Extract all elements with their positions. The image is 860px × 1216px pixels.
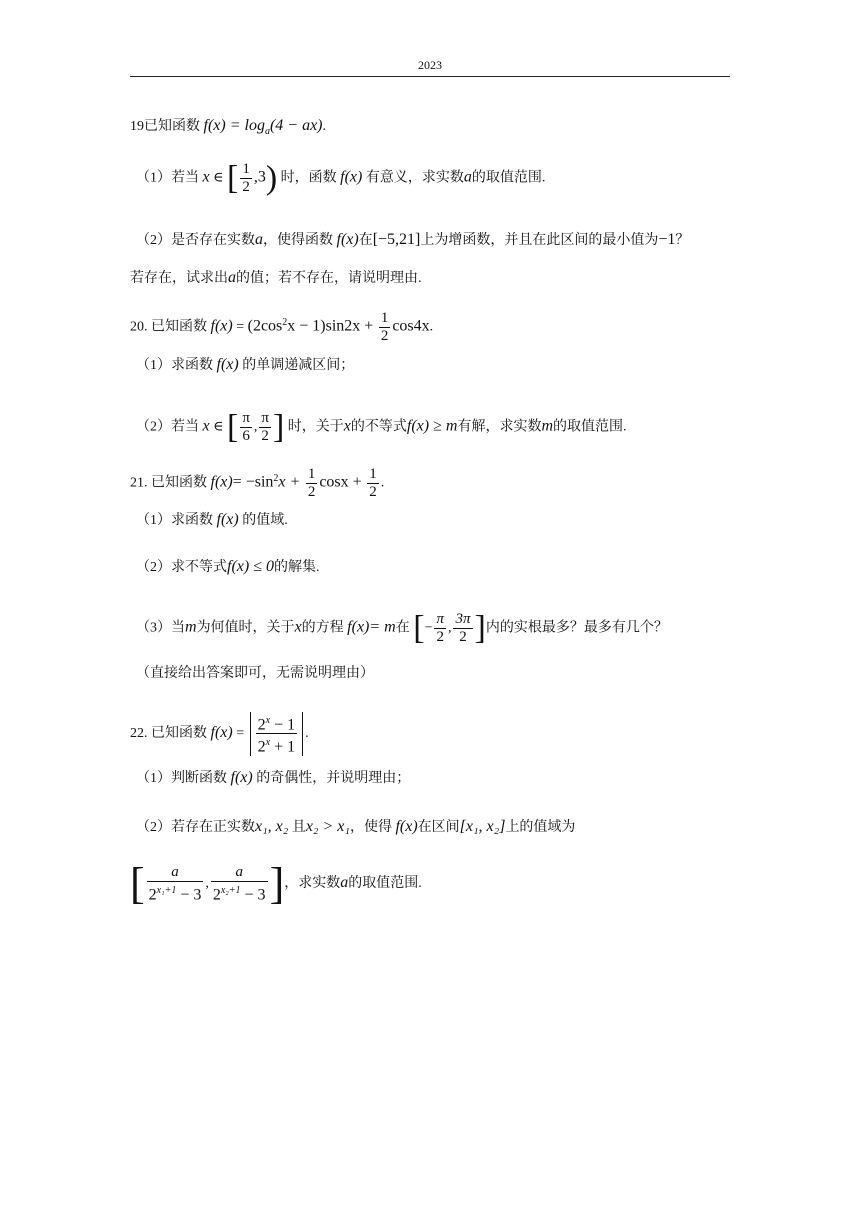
q19-p1-end: 的取值范围. xyxy=(471,170,546,186)
q19-p1-frac: $\frac{1}{2}$ xyxy=(242,161,250,195)
q22-number: 22. xyxy=(130,726,148,742)
q21-stem: 21. 已知函数 $f(x)= -\sin^2x$ + $\frac{1}{2}$ cosx + $\frac{1}{2}$ . xyxy=(130,466,385,500)
q21-number: 21. xyxy=(130,475,148,491)
q21-part1: （1）求函数 f(x) 的值域. xyxy=(136,511,288,528)
q19-part2-line2: 若存在，试求出a的值；若不存在，请说明理由. xyxy=(130,269,422,286)
q21-part2: （2）求不等式f(x) ≤ 0的解集. xyxy=(136,558,320,575)
q19-p1-var: x xyxy=(202,168,210,186)
q20-part1: （1）求函数 f(x) 的单调递减区间； xyxy=(136,356,355,373)
q19-p1-fx: f(x) xyxy=(340,168,363,186)
q22-part2-range: [ $\frac{a}{2^{x_1+1} - 3}$ , $\frac{a}{2^{x_2+1} - 3}$ ]，求实数a的取值范围. xyxy=(130,859,422,908)
q20-number: 20. xyxy=(130,319,148,335)
q19-part1: （1）若当 x ∈ [ $\frac{1}{2}$ ,3) 时，函数 f(x) 有意义，求实数a的取值范围. xyxy=(136,159,546,197)
header-divider xyxy=(130,76,730,77)
q19-p2-label: （2）是否存在实数 xyxy=(136,233,255,248)
q19-p1-label: （1）若当 xyxy=(136,170,199,186)
q22-abs: $\frac{2^x - 1}{2^x + 1}$ xyxy=(250,712,303,756)
q19-part2: （2）是否存在实数a，使得函数 f(x)在[−5,21]上为增函数，并且在此区间的最小值为−1？ xyxy=(136,231,690,248)
page-header: 2023 xyxy=(418,58,442,72)
q22-part2: （2）若存在正实数x₁, x₂ 且x₂ > x₁，使得 f(x)在区间[x₁, x₂]上的值域为 xyxy=(136,818,576,835)
q20-stem: 20. 已知函数 $f(x) = (2\cos^2x - 1)\sin 2x$ + $\frac{1}{2}$ cos4x. xyxy=(130,310,434,344)
q19-intro: 已知函数 xyxy=(144,119,200,134)
q19-arg: (4 − ax) xyxy=(269,117,323,134)
q22-stem: 22. 已知函数 f(x) = $\frac{2^x - 1}{2^x + 1}$ . xyxy=(130,712,309,756)
q21-note: （直接给出答案即可，无需说明理由） xyxy=(136,666,374,681)
q19-base: a xyxy=(264,125,270,137)
q22-part1: （1）判断函数 f(x) 的奇偶性，并说明理由； xyxy=(136,769,411,786)
q19-p1-text2: 有意义，求实数 xyxy=(365,170,464,186)
q19-number: 19 xyxy=(130,119,144,134)
q19-p2-interval: [−5,21] xyxy=(372,231,421,248)
q21-part3: （3）当m为何值时，关于x的方程 f(x)= m在 [− $\frac{\pi}{2}$ , $\frac{3\pi}{2}$ ]内的实根最多？最多有几个？ xyxy=(136,609,668,647)
q19-stem: 19已知函数 $f(x) = \log_a(4 - ax)$. xyxy=(130,117,327,137)
q19-func: f(x) = log xyxy=(203,117,265,134)
q20-part2: （2）若当 x ∈ [ $\frac{\pi}{6}$ , $\frac{\pi}{2}$ ] 时，关于x的不等式f(x) ≥ m有解，求实数m的取值范围. xyxy=(136,408,627,446)
q19-p1-text: 时，函数 xyxy=(280,170,337,186)
